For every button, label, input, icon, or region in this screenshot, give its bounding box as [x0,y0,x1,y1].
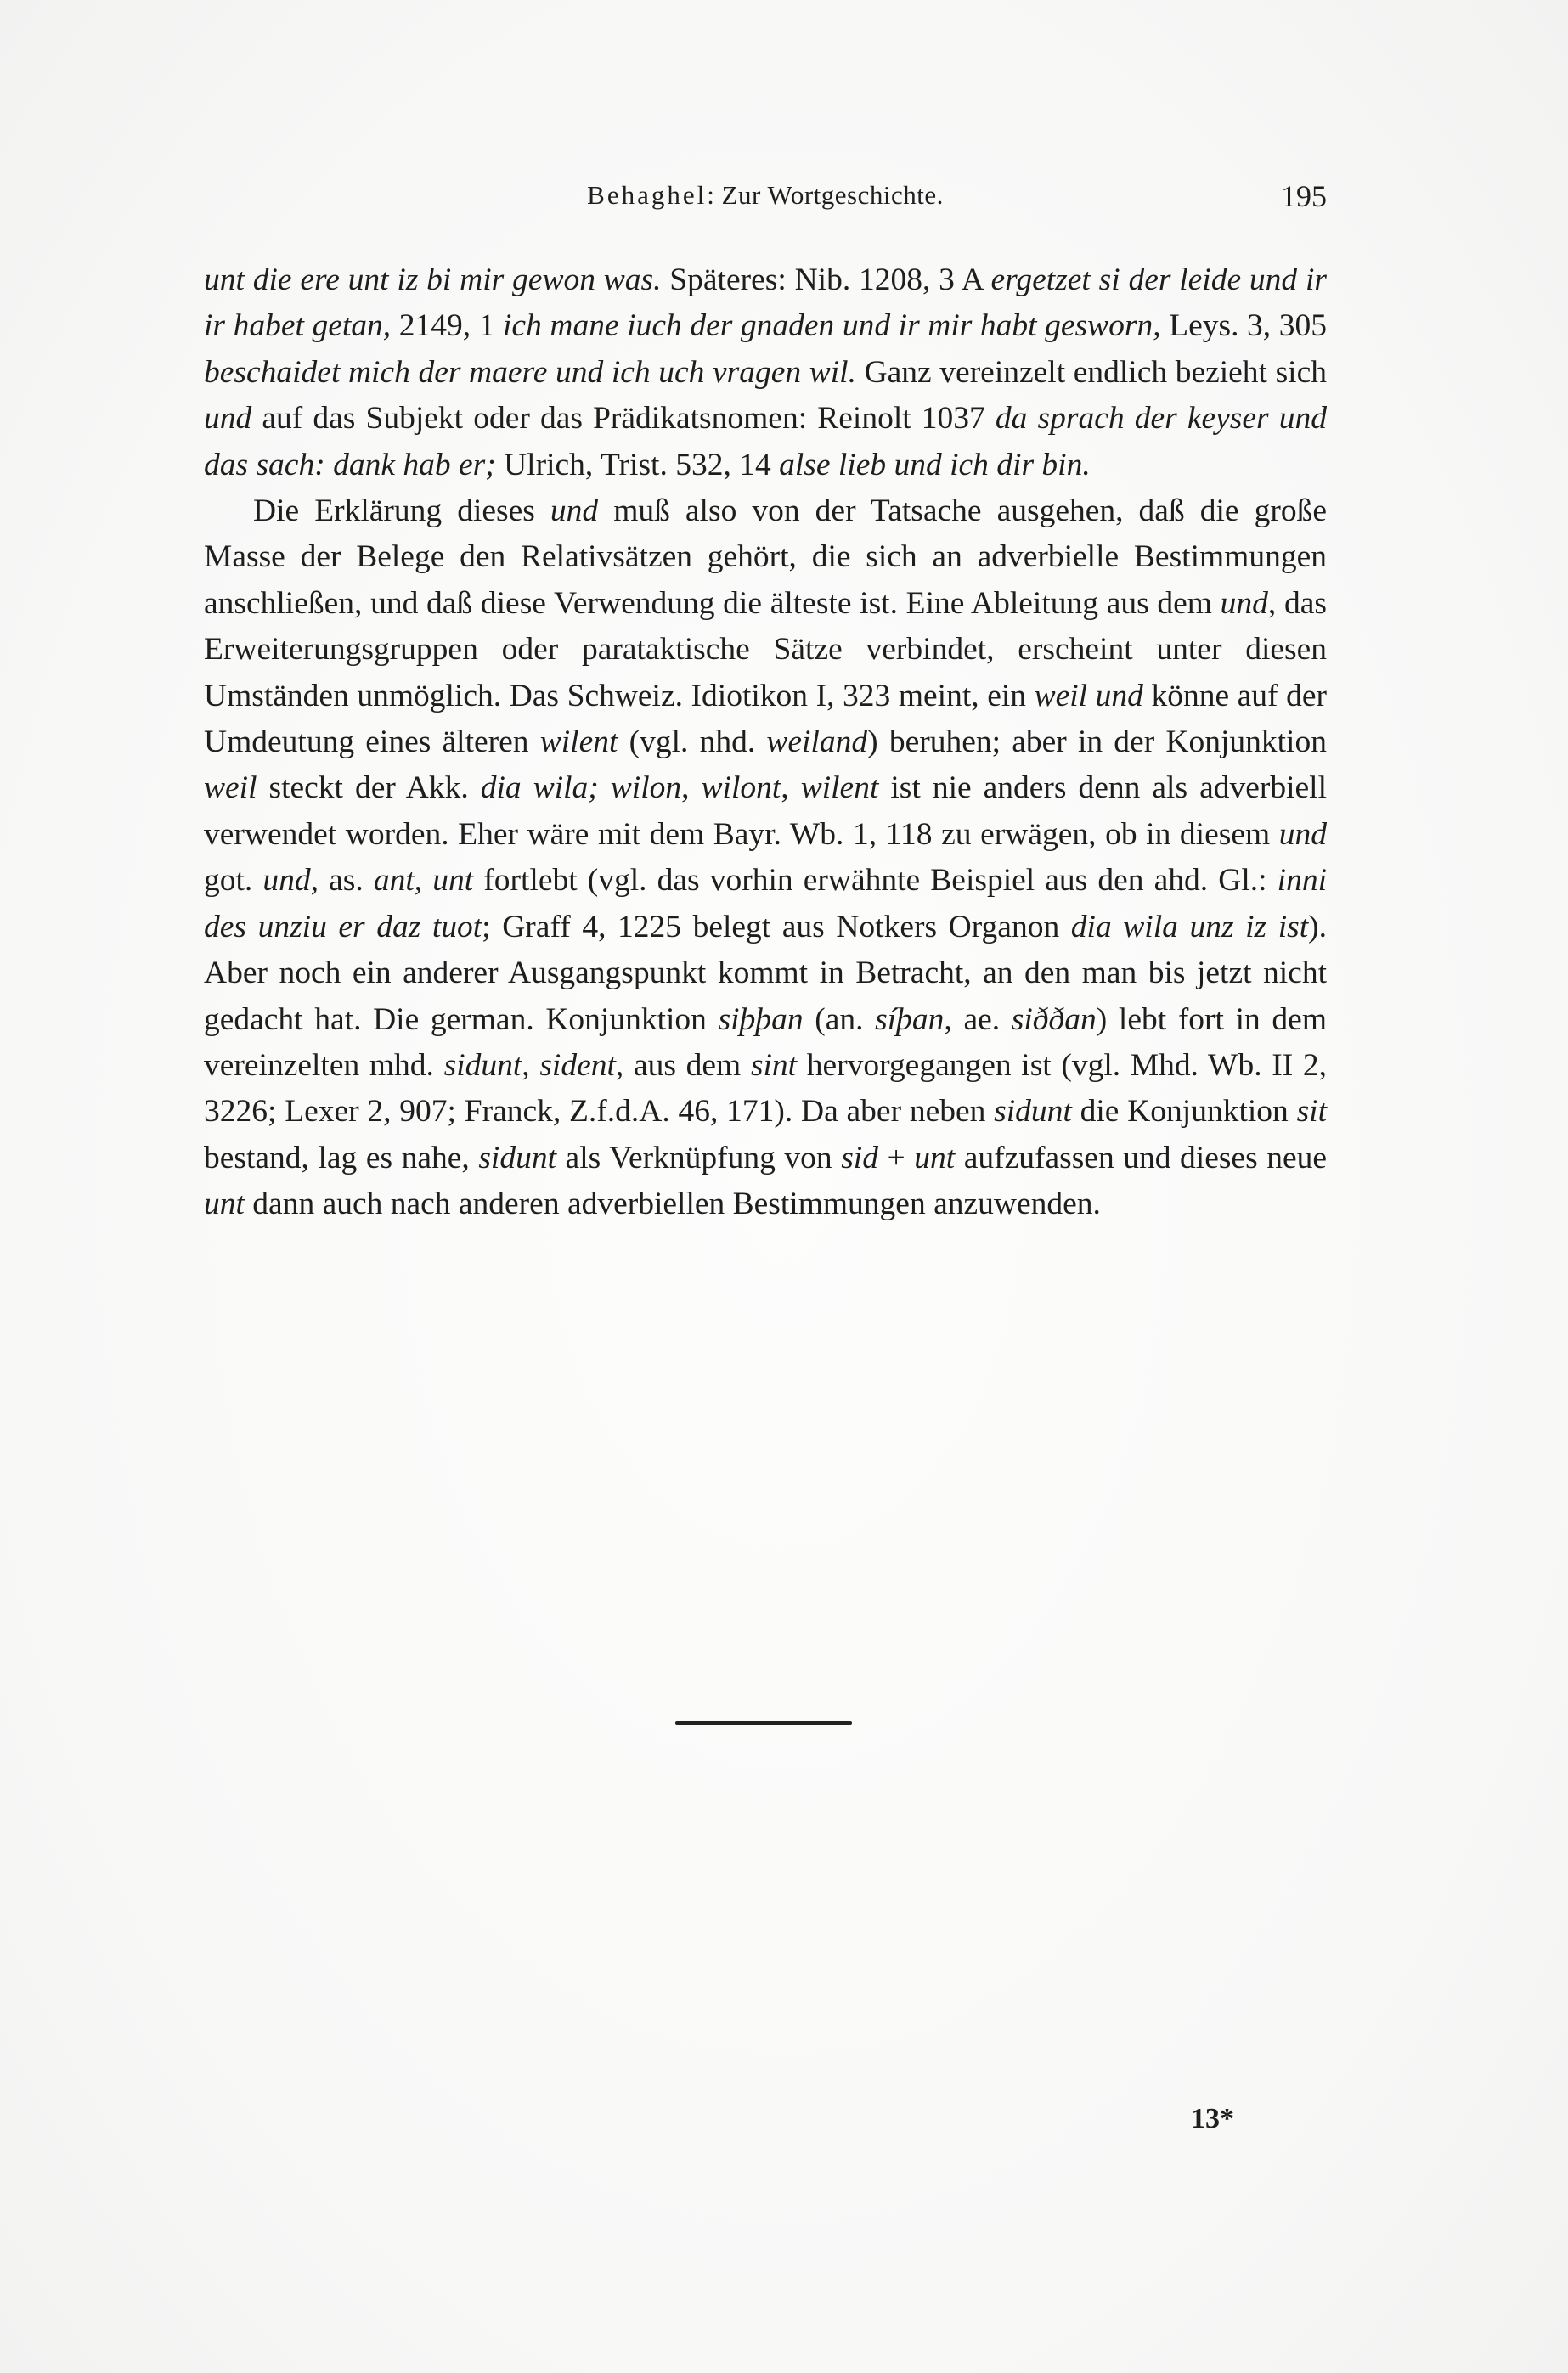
italic-citation: dia wila; wilon [480,770,682,806]
italic-citation: und [262,863,311,899]
italic-citation: und [550,493,599,529]
text-run: aufzufassen und dieses neue [955,1140,1328,1175]
italic-citation: inni des unziu er daz tuot [204,863,1327,944]
italic-citation: und [204,401,252,437]
text-run: steckt der Akk. [257,770,481,806]
text-run: + [877,1140,915,1175]
text-run: die Konjunktion [1071,1094,1297,1130]
text-run: hervorgegangen ist (vgl. Mhd. Wb. II 2, 3226; Lexer 2, 907; Franck, Z.f.d.A. 46, 171). Da aber neben [204,1047,1328,1130]
text-run: got. [204,863,263,899]
section-divider-rule [675,1721,852,1725]
italic-citation: unt [914,1140,956,1175]
body-text [204,257,1327,1228]
text-run: Ulrich, Trist. 532, 14 [495,447,780,482]
text-run: muß also von der Tatsache ausgehen, daß die große Masse der Belege den Relativsätzen gehört, die sich an adverbielle Bestimmungen anschließen, und daß diese Verwendung die älteste ist. Eine Ableitung aus dem [204,493,1327,621]
text-run: , ae. [944,1001,1012,1037]
text-run: , [522,1047,540,1083]
italic-citation: wilent [800,770,879,806]
text-run: Leys. 3, 305 [1160,308,1328,344]
text-run: als Verknüpfung von [556,1140,842,1175]
italic-citation: wilont [701,770,781,806]
text-run: , as. [310,863,374,899]
paragraph-1 [204,257,1327,488]
text-run: ) lebt fort in dem vereinzelten mhd. [204,1001,1327,1083]
italic-citation: unt [204,1186,245,1222]
text-run: auf das Subjekt oder das Prädikatsnomen: Reinolt 1037 [251,401,996,437]
italic-citation: weil [204,770,257,806]
italic-citation: sidunt [478,1140,557,1175]
italic-citation: sidunt [443,1047,522,1083]
italic-citation: und [1278,816,1327,852]
italic-citation: weiland [766,724,868,760]
text-run: ist nie anders denn als adverbiell verwendet worden. Eher wäre mit dem Bayr. Wb. 1, 118 zu erwägen, ob in diesem [204,770,1328,852]
text-run: 2149, 1 [391,308,504,344]
italic-citation: da sprach der keyser und das sach: dank hab er; [204,401,1327,482]
page-number: 195 [1281,179,1327,213]
italic-citation: sident [539,1047,616,1083]
text-run: , [781,770,801,806]
text-run: , das Erweiterungsgruppen oder parataktische Sätze verbindet, erscheint unter diesen Umständen unmöglich. Das Schweiz. Idiotikon I, 323 meint, ein [204,585,1327,713]
text-run: Die Erklärung dieses [253,493,550,529]
italic-citation: weil und [1034,678,1143,713]
italic-citation: siþþan [718,1001,804,1037]
italic-citation: sint [750,1047,798,1083]
text-run: ; Graff 4, 1225 belegt aus Notkers Organon [482,909,1071,944]
italic-citation: sidunt [994,1094,1072,1130]
text-run: ) beruhen; aber in der Konjunktion [867,724,1327,760]
italic-citation: unt [432,863,474,899]
text-run: ). Aber noch ein anderer Ausgangspunkt kommt in Betracht, an den man bis jetzt nicht gedacht hat. Die german. Konjunktion [204,909,1328,1037]
italic-citation: ant [373,863,415,899]
text-run: Späteres: Nib. 1208, 3 A [661,262,991,297]
signature-mark: 13* [1191,2103,1234,2134]
text-run: bestand, lag es nahe, [204,1140,479,1175]
text-run: dann auch nach anderen adverbiellen Bestimmungen anzuwenden. [244,1186,1101,1222]
italic-citation: wilent [539,724,618,760]
italic-citation: sit [1296,1094,1327,1130]
author-name: Behaghel [587,180,708,210]
italic-citation: ergetzet si der leide und ir ir habet getan, [204,262,1327,344]
running-head [204,175,1327,217]
italic-citation: dia wila unz iz ist [1070,909,1309,944]
italic-citation: und [1220,585,1268,621]
italic-citation: síþan [875,1001,945,1037]
italic-citation: siððan [1011,1001,1097,1037]
italic-citation: beschaidet mich der maere und ich uch vragen wil. [204,354,856,390]
text-run: könne auf der Umdeutung eines älteren [204,678,1327,760]
italic-citation: unt die ere unt iz bi mir gewon was. [204,262,662,297]
italic-citation: ich mane iuch der gnaden und ir mir habt gesworn, [503,308,1161,344]
text-run: fortlebt (vgl. das vorhin erwähnte Beispiel aus den ahd. Gl.: [473,863,1278,899]
italic-citation: alse lieb und ich dir bin. [779,447,1091,482]
text-run: , [414,863,433,899]
text-run: (vgl. nhd. [618,724,767,760]
running-title [204,180,1327,211]
italic-citation: sid [841,1140,878,1175]
text-run: (an. [803,1001,876,1037]
article-title: : Zur Wortgeschichte. [707,180,944,210]
text-run: Ganz vereinzelt endlich bezieht sich [855,354,1327,390]
text-run: , [681,770,702,806]
paragraph-2 [204,488,1327,1228]
text-run: , aus dem [615,1047,751,1083]
